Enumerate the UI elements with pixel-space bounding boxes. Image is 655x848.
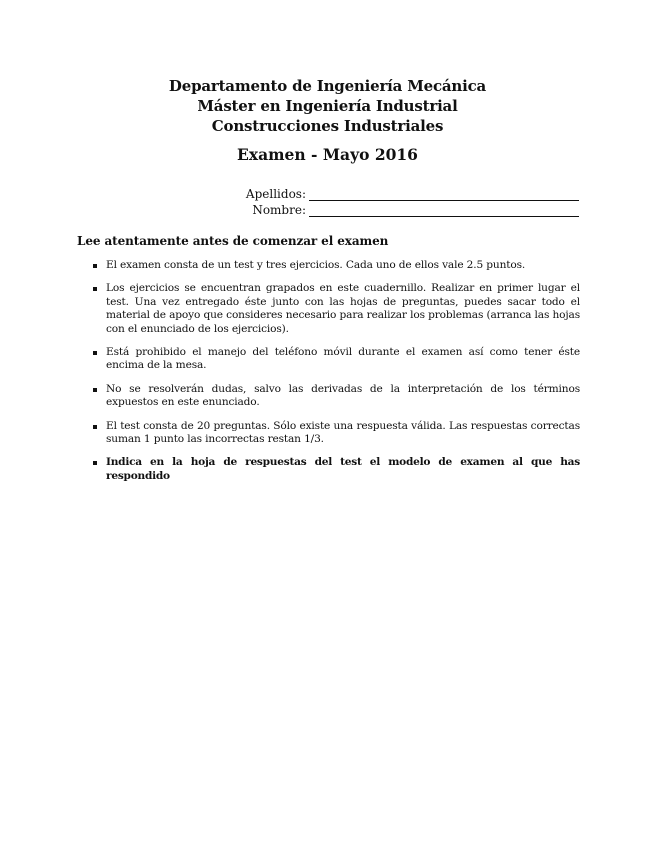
exam-title: Examen - Mayo 2016 [237,145,418,164]
surname-blank-line [309,200,579,201]
surname-field [0,187,655,203]
list-item-text: El test consta de 20 preguntas. Sólo existe una respuesta válida. Las respuestas correctas suman 1 punto las incorrectas restan 1/3. [106,419,580,446]
list-item-text: Indica en la hoja de respuestas del test el modelo de examen al que has respondido [106,456,580,482]
bullet-icon [93,351,97,355]
bullet-icon [93,425,97,429]
list-item-text: Está prohibido el manejo del teléfono móvil durante el examen así como tener éste encima de la mesa. [106,346,580,372]
name-field [0,203,655,219]
header-block [0,76,655,136]
surname-label: Apellidos: [245,187,306,201]
list-item [92,282,580,336]
bullet-icon [93,287,97,291]
instructions-heading: Lee atentamente antes de comenzar el examen [77,234,389,248]
list-item [92,383,580,410]
bullet-icon [93,264,97,268]
course-title: Construcciones Industriales [211,117,444,135]
list-item-text: Los ejercicios se encuentran grapados en este cuadernillo. Realizar en primer lugar el test. Una vez entregado éste junto con las hojas de preguntas, puedes sacar todo el material de apoyo que consideres necesario para realizar los problemas (arranca las hojas con el enunciado de los ejercicios). [106,282,580,335]
bullet-icon [93,461,97,465]
name-label: Nombre: [252,203,306,217]
department-title: Departamento de Ingeniería Mecánica [168,77,487,95]
name-blank-line [309,216,579,217]
list-item [92,259,580,272]
list-item-emphasis [92,456,580,483]
bullet-icon [93,388,97,392]
program-title: Máster en Ingeniería Industrial [197,97,458,115]
list-item-text: No se resolverán dudas, salvo las derivadas de la interpretación de los términos expuestos en este enunciado. [106,382,580,409]
list-item [92,420,580,447]
list-item-text: El examen consta de un test y tres ejercicios. Cada uno de ellos vale 2.5 puntos. [106,259,526,271]
instructions-list [92,259,580,493]
list-item [92,346,580,373]
